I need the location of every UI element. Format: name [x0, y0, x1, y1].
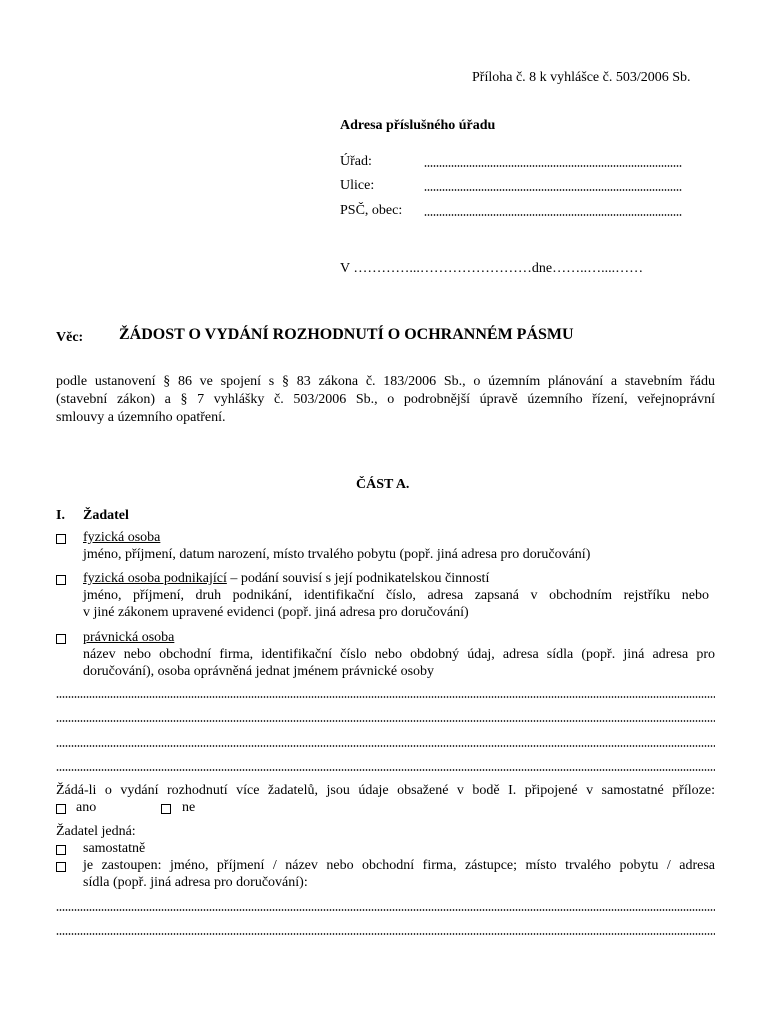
- office-address-heading: Adresa příslušného úřadu: [340, 118, 496, 133]
- office-input[interactable]: [424, 165, 682, 167]
- applicant-fill-line[interactable]: [56, 696, 715, 698]
- legal-entity-desc-1: název nebo obchodní firma, identifikační číslo nebo obdobný údaj, adresa sídla (popř. jiná adresa pro: [83, 647, 715, 662]
- acts-label: Žadatel jedná:: [56, 824, 136, 839]
- street-input[interactable]: [424, 189, 682, 191]
- postcode-city-label: PSČ, obec:: [340, 203, 403, 218]
- representative-fill-line[interactable]: [56, 909, 715, 911]
- multiple-no-label: ne: [182, 800, 196, 815]
- acts-represented-label-1: je zastoupen: jméno, příjmení / název nebo obchodní firma, zástupce; místo trvalého pobytu / adresa: [83, 858, 715, 873]
- natural-person-desc: jméno, příjmení, datum narození, místo trvalého pobytu (popř. jiná adresa pro doručování): [83, 547, 591, 562]
- entrepreneur-desc-2: v jiné zákonem upravené evidenci (popř. jiná adresa pro doručování): [83, 605, 469, 620]
- legal-entity-checkbox[interactable]: [56, 634, 66, 644]
- applicant-fill-line[interactable]: [56, 720, 715, 722]
- applicant-fill-line[interactable]: [56, 745, 715, 747]
- subject-label: Věc:: [56, 330, 84, 345]
- street-label: Ulice:: [340, 178, 375, 193]
- natural-person-checkbox[interactable]: [56, 534, 66, 544]
- form-title: ŽÁDOST O VYDÁNÍ ROZHODNUTÍ O OCHRANNÉM PÁSMU: [119, 326, 574, 343]
- acts-represented-checkbox[interactable]: [56, 862, 66, 872]
- entrepreneur-title: fyzická osoba podnikající – podání souvisí s její podnikatelskou činností: [83, 571, 490, 586]
- entrepreneur-desc-1: jméno, příjmení, druh podnikání, identifikační číslo, adresa zapsaná v obchodním rejstříku nebo: [83, 588, 709, 603]
- applicant-fill-line[interactable]: [56, 769, 715, 771]
- intro-line-1: podle ustanovení § 86 ve spojení s § 83 zákona č. 183/2006 Sb., o územním plánování a stavebním řádu: [56, 374, 715, 389]
- section-title: Žadatel: [83, 508, 129, 523]
- natural-person-title: fyzická osoba: [83, 530, 161, 545]
- postcode-city-input[interactable]: [424, 214, 682, 216]
- section-number: I.: [56, 508, 65, 523]
- part-a-heading: ČÁST A.: [356, 477, 410, 492]
- acts-alone-label: samostatně: [83, 841, 146, 856]
- representative-fill-line[interactable]: [56, 933, 715, 935]
- acts-represented-label-2: sídla (popř. jiná adresa pro doručování):: [83, 875, 308, 890]
- entrepreneur-checkbox[interactable]: [56, 575, 66, 585]
- multiple-no-checkbox[interactable]: [161, 804, 171, 814]
- acts-alone-checkbox[interactable]: [56, 845, 66, 855]
- intro-line-3: smlouvy a územního opatření.: [56, 410, 226, 425]
- multiple-yes-checkbox[interactable]: [56, 804, 66, 814]
- annex-reference: Příloha č. 8 k vyhlášce č. 503/2006 Sb.: [472, 70, 691, 85]
- intro-line-2: (stavební zákon) a § 7 vyhlášky č. 503/2006 Sb., o podrobnější úpravě územního řízení, veřejnoprávní: [56, 392, 715, 407]
- multiple-yes-label: ano: [76, 800, 97, 815]
- place-date-line[interactable]: V …………...……………………dne……..…....……: [340, 261, 644, 276]
- office-label: Úřad:: [340, 154, 372, 169]
- multiple-applicants-question: Žádá-li o vydání rozhodnutí více žadatelů, jsou údaje obsažené v bodě I. připojené v samostatné příloze:: [56, 783, 715, 798]
- legal-entity-desc-2: doručování), osoba oprávněná jednat jménem právnické osoby: [83, 664, 435, 679]
- legal-entity-title: právnická osoba: [83, 630, 175, 645]
